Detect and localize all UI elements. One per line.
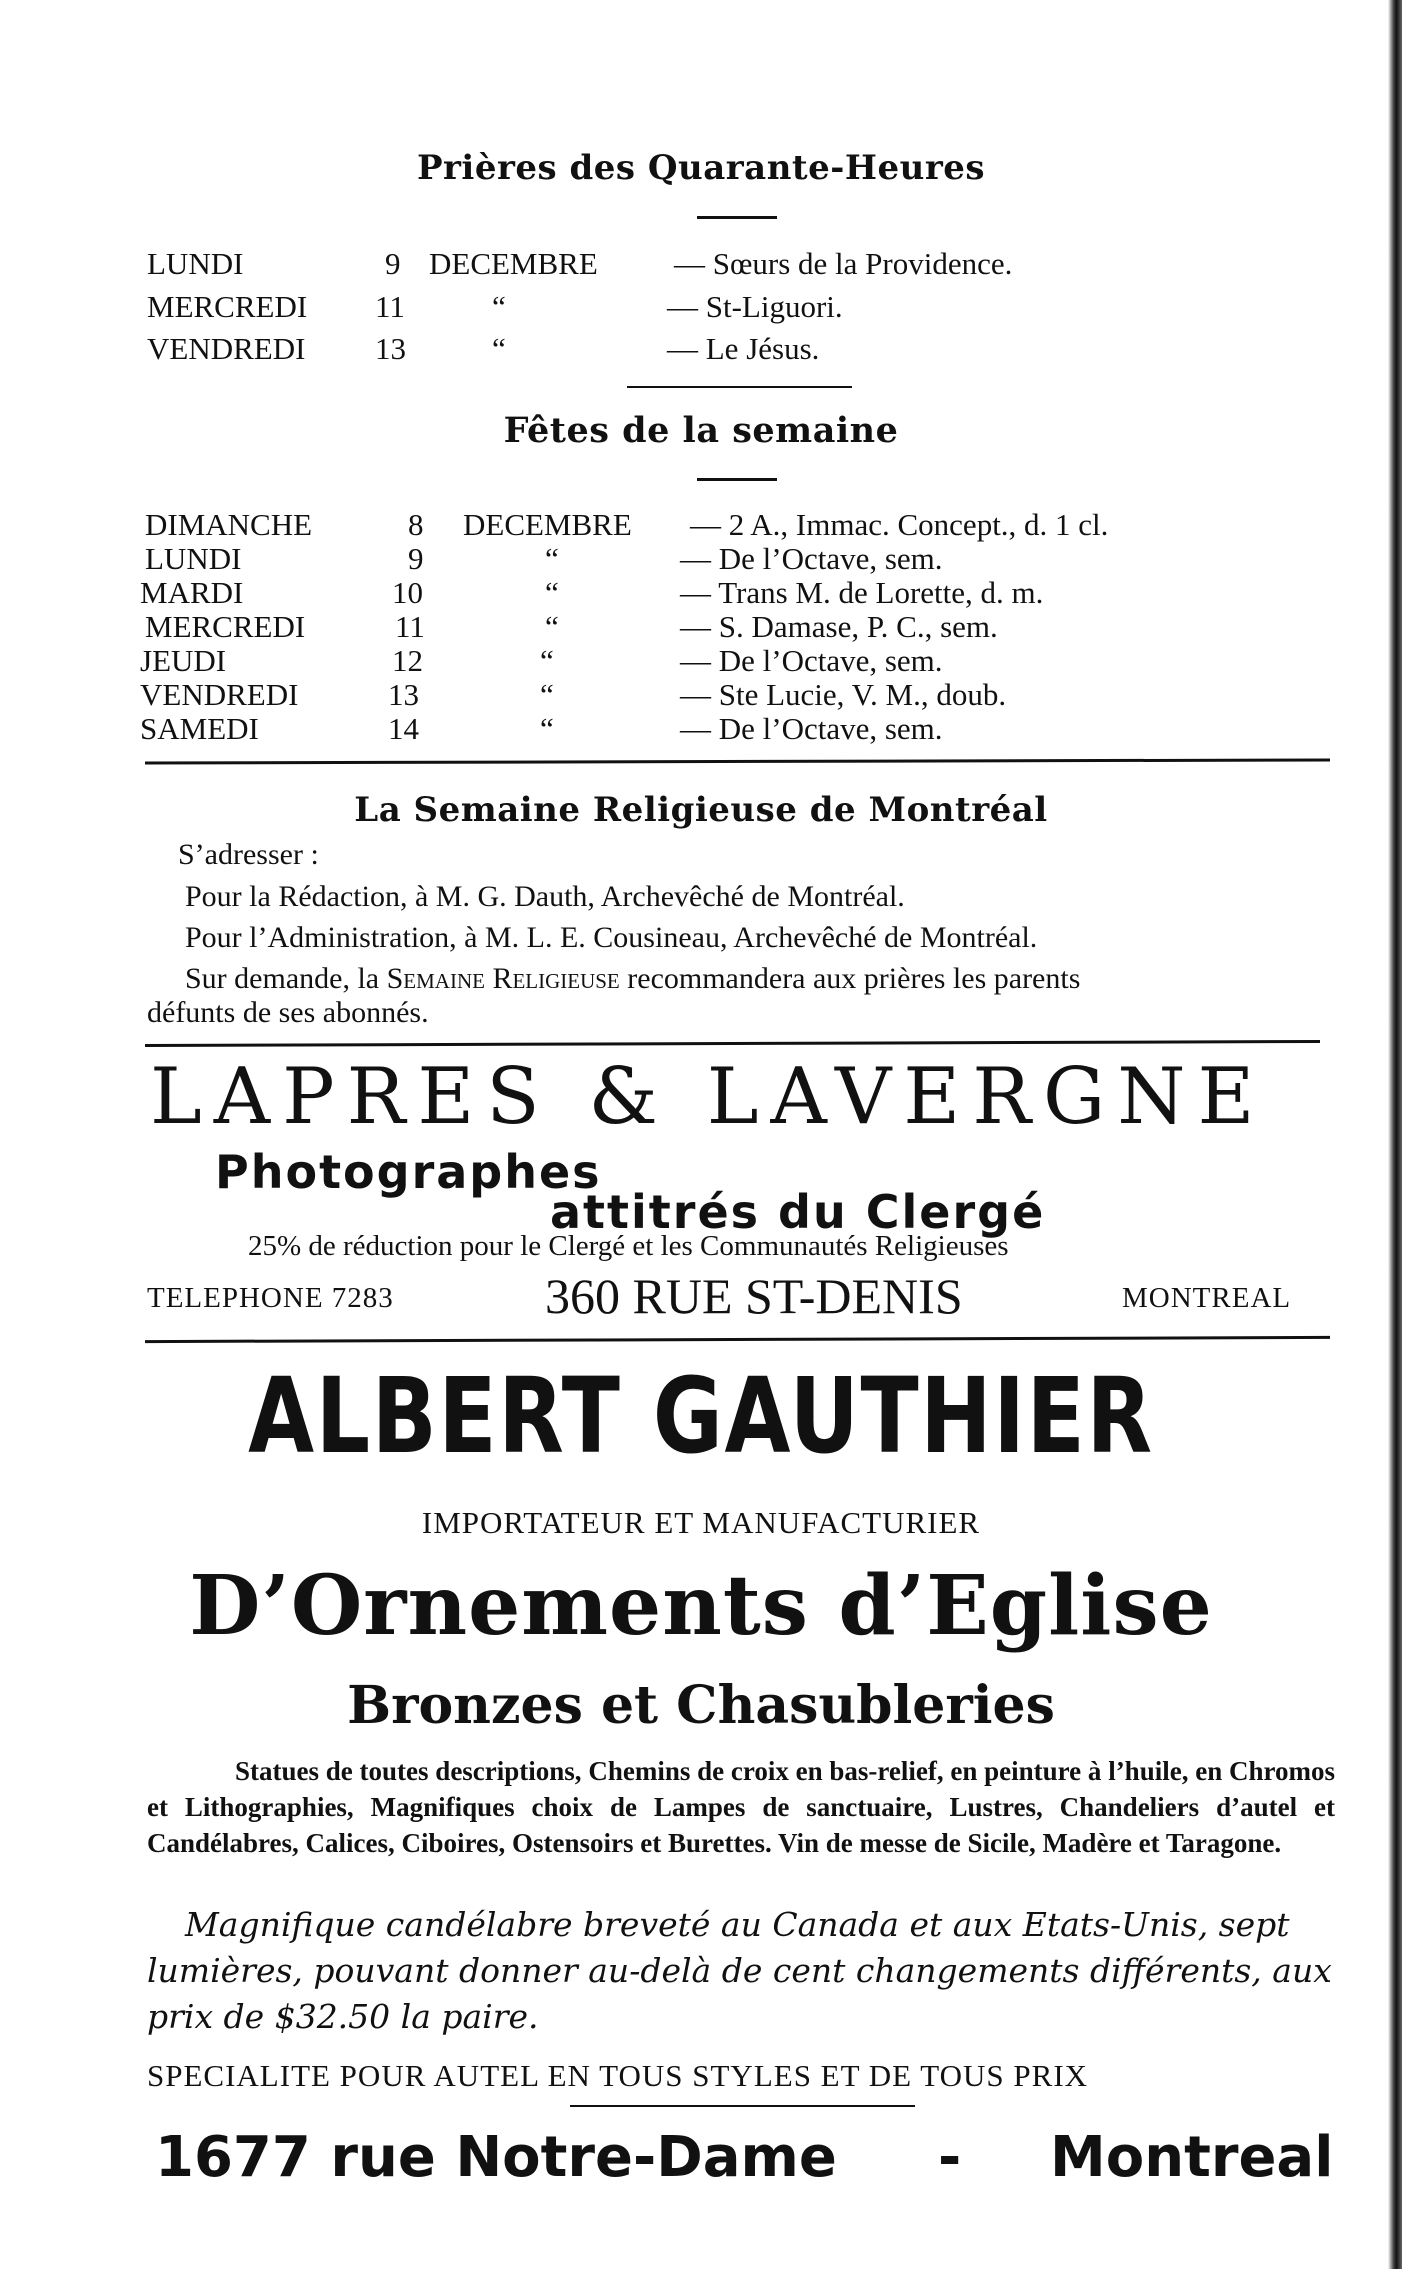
page-edge-shadow: [1388, 0, 1402, 2269]
text-segment: Sur demande, la: [185, 962, 387, 995]
prieres-title: Prières des Quarante-Heures: [416, 148, 986, 188]
albert-subtitle: IMPORTATEUR ET MANUFACTURIER: [421, 1505, 981, 1540]
albert-paragraph: Statues de toutes descriptions, Chemins de croix en bas-relief, en peinture à l’huile, en Chromos et Lithographies, Magnifiques choix de Lampes de sanctuaire, Lustres, Chandeliers d’autel et Candélabres, Calices, Ciboires, Ostensoirs et Burettes. Vin de messe de Sicile, Madère et Taragone.: [147, 1756, 1335, 1858]
day: DIMANCHE: [145, 507, 313, 542]
albert-ornements: D’Ornements d’Eglise: [189, 1558, 1213, 1654]
albert-address-sep: -: [938, 2125, 962, 2190]
day-number: 11: [395, 609, 425, 644]
ditto-mark: “: [492, 289, 506, 324]
day-number: 9: [385, 246, 401, 281]
section-rule: [145, 1040, 1320, 1047]
description: — S. Damase, P. C., sem.: [680, 609, 998, 644]
day-number: 13: [388, 677, 419, 712]
lapres-telephone: TELEPHONE 7283: [147, 1282, 394, 1314]
day: MARDI: [140, 575, 244, 610]
description: — De l’Octave, sem.: [680, 643, 943, 678]
month: DECEMBRE: [463, 507, 632, 542]
ditto-mark: “: [540, 643, 554, 678]
albert-address-city: Montreal: [1050, 2125, 1334, 2190]
ditto-mark: “: [545, 541, 559, 576]
day-number: 8: [408, 507, 424, 542]
description: — De l’Octave, sem.: [680, 711, 943, 746]
lapres-reduction: 25% de réduction pour le Clergé et les Communautés Religieuses: [248, 1230, 1009, 1262]
day: JEUDI: [140, 643, 227, 678]
description: — De l’Octave, sem.: [680, 541, 943, 576]
day: MERCREDI: [145, 609, 306, 644]
ditto-mark: “: [545, 575, 559, 610]
albert-specialite: SPECIALITE POUR AUTEL EN TOUS STYLES ET DE TOUS PRIX: [147, 2058, 1089, 2093]
day-number: 10: [392, 575, 423, 610]
semaine-line: S’adresser :: [178, 838, 319, 871]
ditto-mark: “: [545, 609, 559, 644]
lapres-name: LAPRES & LAVERGNE: [150, 1052, 1267, 1142]
day: SAMEDI: [140, 711, 259, 746]
semaine-line: Pour la Rédaction, à M. G. Dauth, Archevêché de Montréal.: [185, 880, 905, 913]
fetes-title: Fêtes de la semaine: [503, 410, 899, 451]
day: LUNDI: [145, 541, 242, 576]
lapres-address: 360 RUE ST-DENIS: [545, 1268, 963, 1324]
albert-address-street: 1677 rue Notre-Dame: [155, 2125, 837, 2190]
semaine-line: [185, 962, 1080, 996]
day-number: 12: [392, 643, 423, 678]
description: — Trans M. de Lorette, d. m.: [680, 575, 1044, 610]
description: — St-Liguori.: [667, 289, 843, 324]
day-number: 13: [375, 331, 406, 366]
albert-name-wrap: [0, 1355, 1402, 1477]
day: MERCREDI: [147, 289, 308, 324]
month: DECEMBRE: [429, 246, 598, 281]
description: — Ste Lucie, V. M., doub.: [680, 677, 1007, 712]
day-number: 11: [375, 289, 405, 324]
divider: [627, 386, 852, 388]
ditto-mark: “: [492, 331, 506, 366]
description: — Le Jésus.: [667, 331, 820, 366]
lapres-city: MONTREAL: [1122, 1282, 1292, 1314]
albert-italic: Magnifique candélabre breveté au Canada et aux Etats-Unis, sept lumières, pouvant donner au-delà de cent changements différents, aux prix de $32.50 la paire.: [147, 1905, 1332, 2036]
ditto-mark: “: [540, 711, 554, 746]
day-number: 9: [408, 541, 424, 576]
semaine-title: La Semaine Religieuse de Montréal: [354, 790, 1048, 830]
semaine-line: Pour l’Administration, à M. L. E. Cousineau, Archevêché de Montréal.: [185, 921, 1038, 954]
day: VENDREDI: [140, 677, 299, 712]
day-number: 14: [388, 711, 419, 746]
section-rule: [145, 758, 1330, 764]
description: — Sœurs de la Providence.: [674, 246, 1013, 281]
albert-name: ALBERT GAUTHIER: [248, 1355, 1154, 1477]
description: — 2 A., Immac. Concept., d. 1 cl.: [690, 507, 1109, 542]
text-segment: recommandera aux prières les parents: [619, 962, 1081, 995]
day: LUNDI: [147, 246, 244, 281]
semaine-line: défunts de ses abonnés.: [147, 996, 429, 1029]
short-rule: [697, 478, 777, 481]
ditto-mark: “: [540, 677, 554, 712]
section-rule: [145, 1336, 1330, 1343]
publication-name: Semaine Religieuse: [386, 962, 620, 995]
lapres-sub2: attitrés du Clergé: [550, 1185, 1046, 1239]
lapres-sub1: Photographes: [215, 1145, 602, 1199]
divider: [570, 2105, 915, 2107]
short-rule: [697, 216, 777, 219]
day: VENDREDI: [147, 331, 306, 366]
albert-bronzes: Bronzes et Chasubleries: [347, 1675, 1055, 1736]
